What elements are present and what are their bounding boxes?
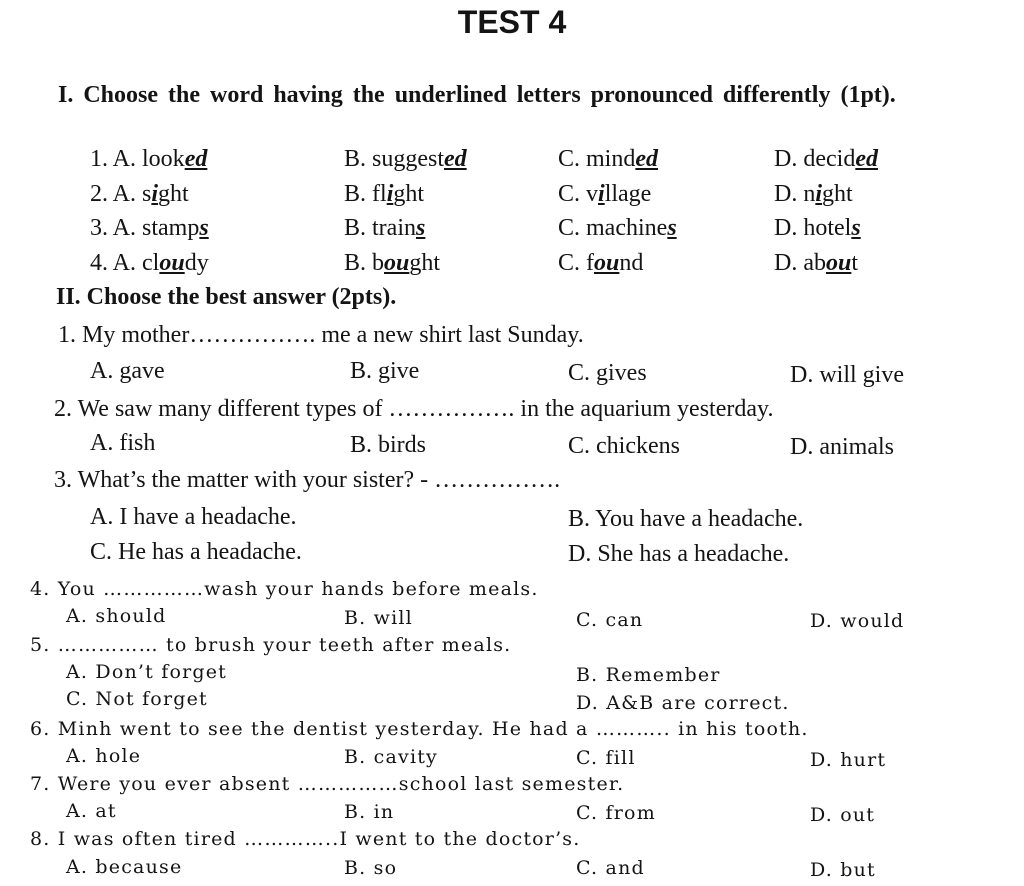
q8-option-b: B. so	[344, 857, 398, 879]
question-2: 2. We saw many different types of ……………. in the aquarium yesterday.	[54, 396, 774, 422]
underlined-letters: ed	[855, 146, 878, 172]
pron-q4-option-d	[774, 250, 858, 277]
question-8: 8. I was often tired …………..I went to the doctor’s.	[30, 828, 581, 850]
option-label: D.	[774, 146, 804, 172]
word-part: s	[142, 181, 152, 207]
underlined-letters: i	[815, 181, 823, 207]
option-label: C.	[558, 181, 587, 207]
word-part: stamp	[142, 215, 200, 241]
q7-option-b: B. in	[344, 801, 395, 823]
q3-option-d: D. She has a headache.	[568, 541, 790, 567]
word-part: ab	[803, 250, 826, 276]
underlined-letters: s	[416, 215, 426, 241]
underlined-letters: ed	[184, 146, 208, 172]
word-part: dy	[184, 250, 209, 276]
option-label: 3. A.	[90, 215, 143, 241]
underlined-letters: ed	[635, 146, 659, 172]
word-part: machine	[586, 215, 668, 241]
underlined-letters: i	[151, 181, 159, 207]
q5-option-d: D. A&B are correct.	[576, 692, 790, 714]
word-part: cl	[142, 250, 160, 276]
q5-option-a: A. Don’t forget	[66, 661, 228, 683]
pron-q2-option-d	[774, 181, 853, 208]
underlined-letters: s	[667, 215, 677, 241]
word-part: ght	[393, 181, 425, 207]
q2-option-c: C. chickens	[568, 433, 680, 459]
question-3: 3. What’s the matter with your sister? - …………….	[54, 467, 561, 493]
q5-option-c: C. Not forget	[66, 688, 208, 710]
underlined-letters: ou	[159, 250, 185, 276]
question-5: 5. …………… to brush your teeth after meals.	[30, 634, 512, 656]
word-part: b	[372, 250, 385, 276]
pron-q1-option-c	[558, 146, 658, 173]
q4-option-c: C. can	[576, 609, 644, 631]
pron-q4-option-b	[344, 250, 440, 277]
q6-option-a: A. hole	[66, 745, 142, 767]
section-2-heading: II. Choose the best answer (2pts).	[56, 284, 397, 310]
word-part: v	[586, 181, 599, 207]
pron-q3-option-a	[90, 215, 209, 242]
q5-option-b: B. Remember	[576, 664, 721, 686]
option-label: B.	[344, 181, 373, 207]
pron-q4-option-a	[90, 250, 209, 277]
word-part: hotel	[803, 215, 852, 241]
q7-option-c: C. from	[576, 802, 656, 824]
question-7: 7. Were you ever absent ……………school last semester.	[30, 773, 625, 795]
option-label: 1. A.	[90, 146, 143, 172]
q4-option-a: A. should	[66, 605, 167, 627]
question-1: 1. My mother……………. me a new shirt last Sunday.	[58, 322, 584, 348]
q2-option-a: A. fish	[90, 430, 156, 456]
word-part: t	[851, 250, 859, 276]
pron-q2-option-a	[90, 181, 189, 208]
q1-option-c: C. gives	[568, 360, 647, 386]
word-part: llage	[604, 181, 652, 207]
option-label: C.	[558, 215, 587, 241]
q6-option-d: D. hurt	[810, 749, 887, 771]
underlined-letters: i	[598, 181, 605, 207]
section-1-heading: I. Choose the word having the underlined letters pronounced differently (1pt).	[58, 82, 896, 108]
q1-option-b: B. give	[350, 358, 420, 384]
q4-option-b: B. will	[344, 607, 413, 629]
page-title: TEST 4	[457, 4, 567, 40]
question-4: 4. You ……………wash your hands before meals.	[30, 578, 539, 600]
word-part: ght	[822, 181, 853, 207]
option-label: D.	[774, 181, 804, 207]
pron-q1-option-d	[774, 146, 878, 173]
word-part: ght	[158, 181, 189, 207]
pron-q1-option-b	[344, 146, 467, 173]
q1-option-d: D. will give	[790, 362, 904, 388]
word-part: fl	[372, 181, 387, 207]
word-part: decid	[803, 146, 856, 172]
pron-q1-option-a	[90, 146, 207, 173]
q7-option-a: A. at	[66, 800, 117, 822]
word-part: suggest	[372, 146, 445, 172]
underlined-letters: ou	[384, 250, 410, 276]
q7-option-d: D. out	[810, 804, 876, 826]
option-label: D.	[774, 215, 804, 241]
underlined-letters: s	[851, 215, 861, 241]
word-part: look	[142, 146, 185, 172]
q2-option-d: D. animals	[790, 434, 894, 460]
word-part: ght	[409, 250, 441, 276]
pron-q2-option-c	[558, 181, 651, 208]
option-label: B.	[344, 250, 373, 276]
q8-option-a: A. because	[66, 856, 183, 878]
word-part: f	[586, 250, 595, 276]
question-6: 6. Minh went to see the dentist yesterday. He had a ……….. in his tooth.	[30, 718, 809, 740]
option-label: 2. A.	[90, 181, 143, 207]
option-label: C.	[558, 250, 587, 276]
pron-q4-option-c	[558, 250, 643, 277]
option-label: B.	[344, 146, 373, 172]
q3-option-a: A. I have a headache.	[90, 504, 297, 530]
underlined-letters: ou	[826, 250, 852, 276]
underlined-letters: i	[386, 181, 394, 207]
word-part: train	[372, 215, 416, 241]
option-label: D.	[774, 250, 804, 276]
q3-option-c: C. He has a headache.	[90, 539, 302, 565]
word-part: mind	[586, 146, 636, 172]
q3-option-b: B. You have a headache.	[568, 506, 804, 532]
q1-option-a: A. gave	[90, 358, 165, 384]
q2-option-b: B. birds	[350, 432, 427, 458]
q6-option-c: C. fill	[576, 747, 636, 769]
pron-q3-option-b	[344, 215, 425, 242]
underlined-letters: ou	[594, 250, 620, 276]
pron-q2-option-b	[344, 181, 424, 208]
underlined-letters: ed	[444, 146, 467, 172]
option-label: B.	[344, 215, 373, 241]
option-label: 4. A.	[90, 250, 143, 276]
pron-q3-option-c	[558, 215, 677, 242]
word-part: n	[803, 181, 816, 207]
q6-option-b: B. cavity	[344, 746, 438, 768]
option-label: C.	[558, 146, 587, 172]
q4-option-d: D. would	[810, 610, 905, 632]
word-part: nd	[619, 250, 644, 276]
underlined-letters: s	[199, 215, 209, 241]
q8-option-c: C. and	[576, 857, 645, 879]
q8-option-d: D. but	[810, 859, 876, 881]
pron-q3-option-d	[774, 215, 861, 242]
